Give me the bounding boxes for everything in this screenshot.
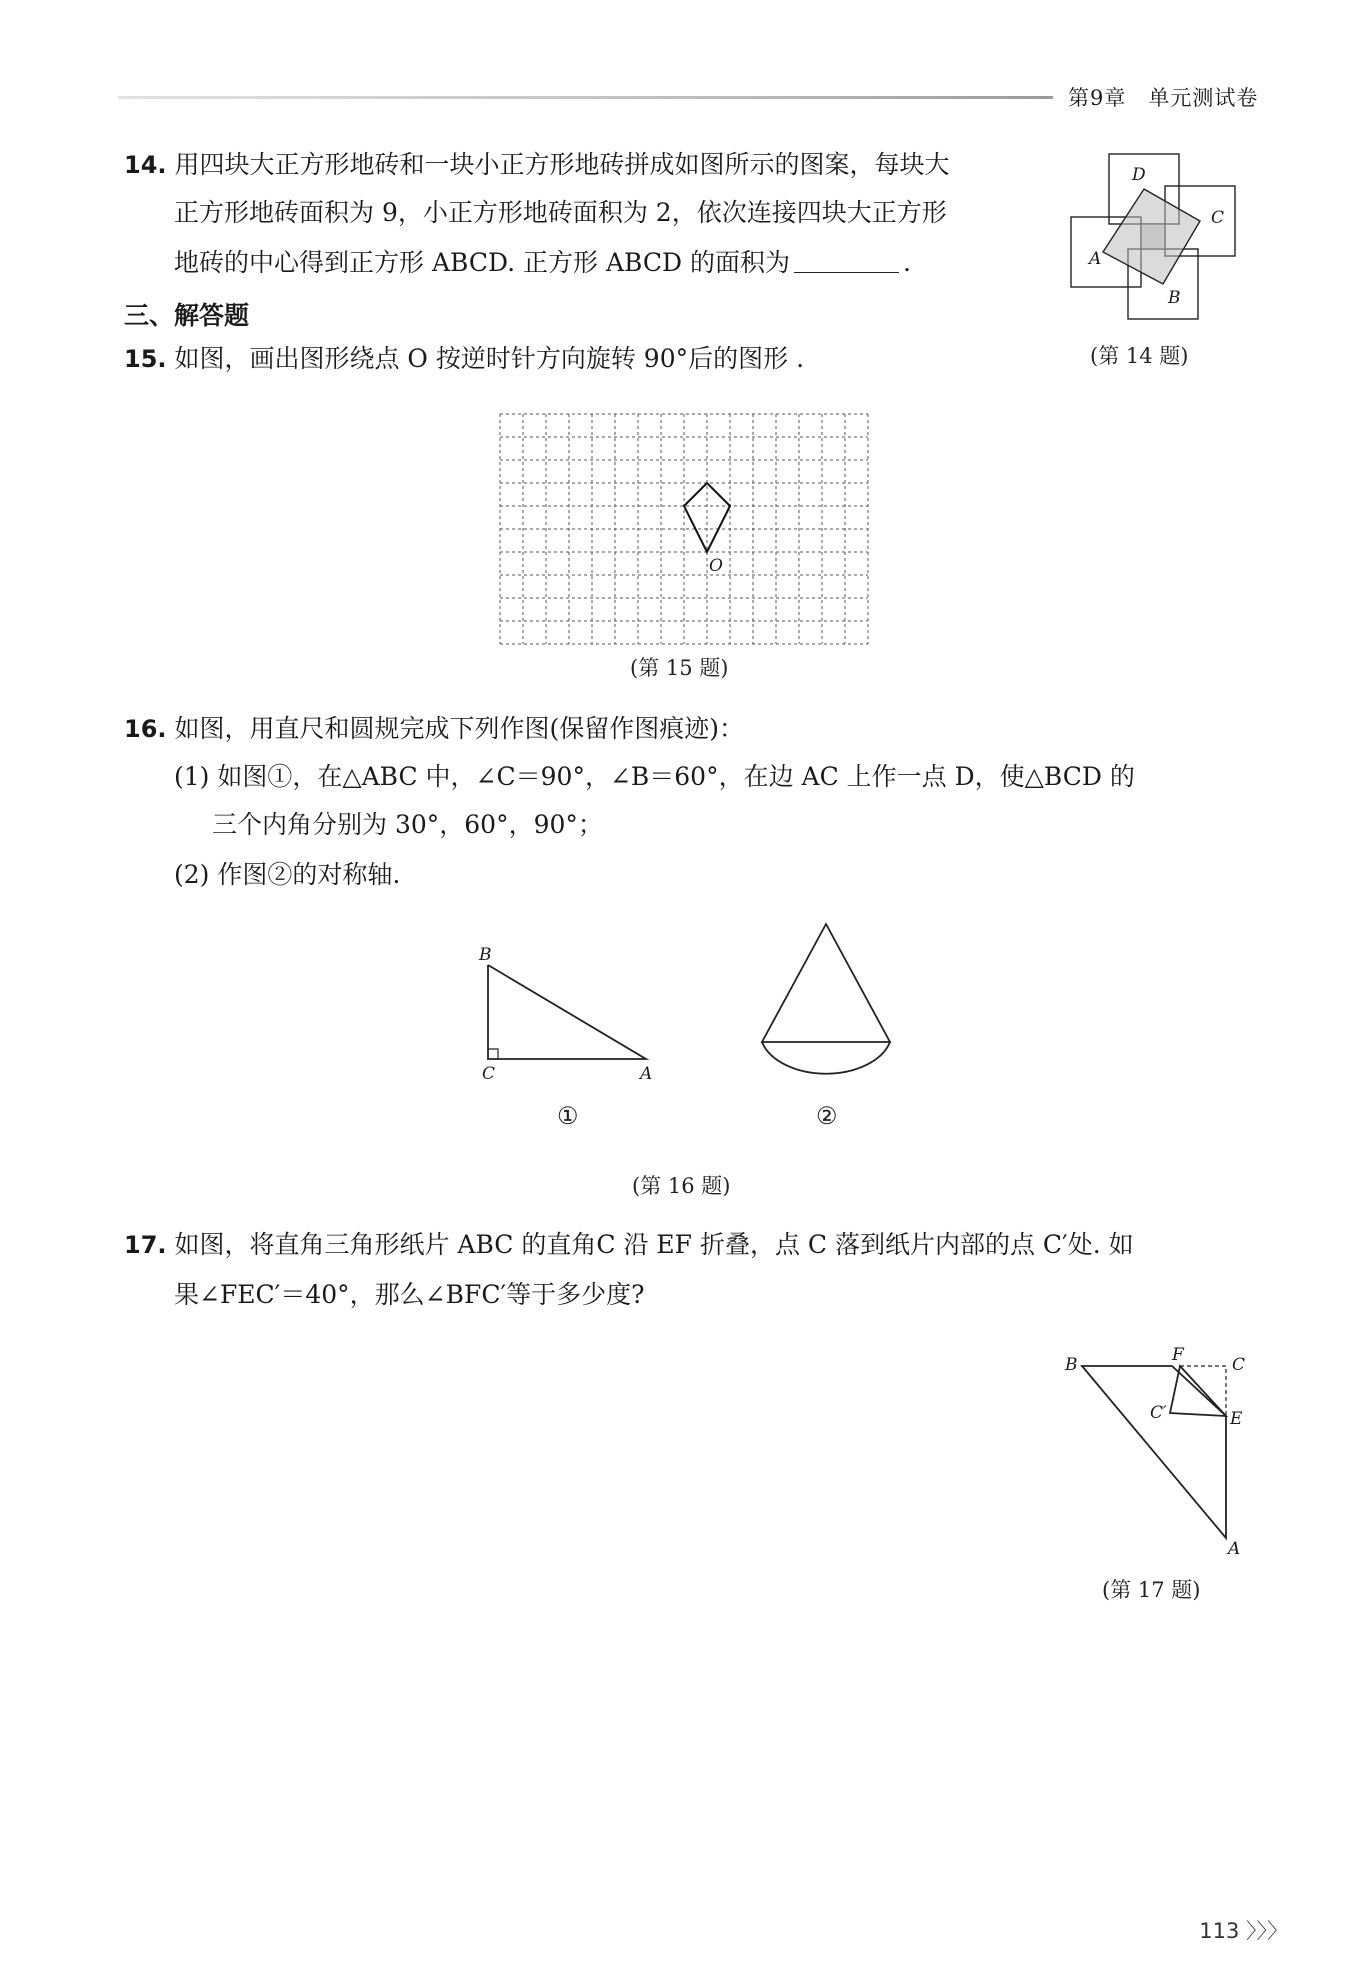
q14-answer-blank[interactable] xyxy=(794,252,899,273)
header-rule xyxy=(118,96,1053,99)
q14-square-abcd xyxy=(1103,189,1200,284)
q17-label-f: F xyxy=(1172,1345,1184,1365)
q14-figure xyxy=(1068,150,1248,320)
q14-line-1 xyxy=(124,150,949,180)
q16-number: 16. xyxy=(124,715,167,743)
q17-label-a: A xyxy=(1228,1539,1241,1559)
q17-figure xyxy=(1060,1345,1260,1559)
q17-caption: (第 17 题) xyxy=(1102,1578,1201,1602)
q16-fig1-label: ① xyxy=(557,1102,579,1130)
section-title: 三、解答题 xyxy=(124,301,250,330)
q16-fig2-label: ② xyxy=(816,1102,838,1130)
q15-caption: (第 15 题) xyxy=(630,656,729,680)
page-number: 113 〉〉〉 xyxy=(1199,1919,1288,1943)
q16-figure-2 xyxy=(752,918,912,1078)
q15-number: 15. xyxy=(124,345,167,373)
q14-caption: (第 14 题) xyxy=(1090,344,1189,368)
q16-caption: (第 16 题) xyxy=(632,1174,731,1198)
q17-text-2: 果∠FEC′＝40°，那么∠BFC′等于多少度? xyxy=(174,1280,645,1309)
q16-sub-1b: 三个内角分别为 30°，60°，90°； xyxy=(212,810,603,839)
q16-sub-2: (2) 作图②的对称轴. xyxy=(174,860,401,889)
q14-label-b: B xyxy=(1168,288,1181,308)
chapter-header: 第9章 单元测试卷 xyxy=(1068,86,1259,110)
q16-label-a: A xyxy=(640,1064,653,1084)
q17-label-c: C xyxy=(1232,1355,1246,1375)
q14-text-1: 用四块大正方形地砖和一块小正方形地砖拼成如图所示的图案，每块大 xyxy=(174,150,950,179)
q16-label-b: B xyxy=(479,945,492,965)
q16-line-1 xyxy=(124,714,744,744)
q16-figure-1 xyxy=(470,945,670,1085)
q14-line-3 xyxy=(174,248,911,278)
q17-number: 17. xyxy=(124,1231,167,1259)
q14-text-3b: . xyxy=(902,248,911,277)
q15-grid xyxy=(498,412,868,634)
q16-text-1: 如图，用直尺和圆规完成下列作图(保留作图痕迹)： xyxy=(174,714,744,743)
q14-label-d: D xyxy=(1132,165,1146,185)
q17-segment-fe xyxy=(1180,1366,1226,1416)
q14-label-a: A xyxy=(1089,249,1102,269)
q16-triangle-abc xyxy=(488,965,646,1059)
q16-semicircle-arc xyxy=(762,1042,890,1074)
q17-line-1 xyxy=(124,1230,1134,1260)
q14-text-3a: 地砖的中心得到正方形 ABCD. 正方形 ABCD 的面积为 xyxy=(174,248,790,277)
q16-label-c: C xyxy=(482,1064,496,1084)
q17-label-cprime: C′ xyxy=(1150,1403,1167,1423)
q14-text-2: 正方形地砖面积为 9，小正方形地砖面积为 2，依次连接四块大正方形 xyxy=(174,198,947,227)
q17-text-1: 如图，将直角三角形纸片 ABC 的直角C 沿 EF 折叠，点 C 落到纸片内部的点 C′处. 如 xyxy=(174,1230,1134,1259)
q15-text-1: 如图，画出图形绕点 O 按逆时针方向旋转 90°后的图形 . xyxy=(174,344,805,373)
q15-line-1 xyxy=(124,344,804,374)
q16-right-angle-mark xyxy=(488,1049,498,1059)
q16-isosceles-triangle xyxy=(762,924,890,1042)
q15-label-o: O xyxy=(709,556,723,576)
q16-sub-1a: (1) 如图①，在△ABC 中，∠C＝90°，∠B＝60°，在边 AC 上作一点 D，使△BCD 的 xyxy=(174,762,1135,791)
q17-label-e: E xyxy=(1230,1409,1243,1429)
q14-number: 14. xyxy=(124,151,167,179)
q17-label-b: B xyxy=(1065,1355,1078,1375)
q14-label-c: C xyxy=(1211,208,1225,228)
